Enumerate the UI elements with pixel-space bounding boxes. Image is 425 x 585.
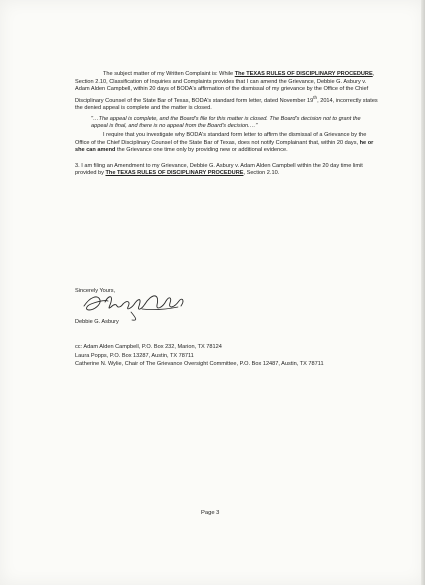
signer-name: Debbie G. Asbury [75,319,119,325]
paragraph-amendment-filing [75,163,382,178]
date-suffix: th [313,94,318,100]
rules-reference-second: The TEXAS RULES OF DISCIPLINARY PROCEDURE [105,170,244,177]
paragraph1-text-e: , 2014, incorrectly states the denied appeal is complete and the matter is closed. [75,97,378,112]
paragraph-gap [75,155,382,163]
scan-edge [421,0,425,585]
board-quote: "…The appeal is complete, and the Board's file for this matter is closed. The Board's decision not to grant the appeal is final, and there is no appeal from the Board's decision.…" [91,115,361,130]
amend-emphasis: he or she can amend [75,139,374,154]
handwritten-signature [81,289,189,321]
paragraph3-text-a: 3. I am filing an Amendment to my Grievance, Debbie G. Asbury v. Adam Alden Campbell within the 20 day time limit provided by [75,162,363,177]
paragraph-complaint-subject [75,71,382,113]
paragraph1-text-a: The subject matter of my Written Complaint is: While [103,71,235,77]
closing-salutation: Sincerely Yours, [75,288,116,294]
paragraph2-text-c: the Grievance one time only by providing new or additional evidence. [115,147,288,154]
letter-body [75,71,382,178]
cc-line-popps: Laura Popps, P.O. Box 13287, Austin, TX 78711 [75,352,194,359]
paragraph-investigation-request [75,132,382,155]
rules-reference: The TEXAS RULES OF DISCIPLINARY PROCEDURE [234,71,373,77]
page-number: Page 3 [201,510,220,516]
paragraph3-text-c: , Section 2.10. [243,170,280,177]
cc-line-wylie: Catherine N. Wylie, Chair of The Grievance Oversight Committee, P.O. Box 12487, Austin, TX 78711 [75,361,324,368]
cc-list [75,344,390,370]
cc-line-campbell: cc: Adam Alden Campbell, P.O. Box 232, Marion, TX 78124 [75,344,222,350]
paragraph1-text-c: , Section 2.10, Classification of Inquiries and Complaints provides that I can amend the Grievance, Debbie G. Asbury v. Adam Alden Campbell, within 20 days of BODA's affirmation of the dismissal of my grievance by the Office of the Chief Disciplinary Counsel of the State Bar of Texas, BODA's standard form letter, dated November 19 [75,71,375,104]
paragraph2-text-a: I require that you investigate why BODA's standard form letter to affirm the dismissal of a Grievance by the Office of the Chief Disciplinary Counsel of the State Bar of Texas, does not notify Complainant that, within 20 days, [75,132,367,146]
